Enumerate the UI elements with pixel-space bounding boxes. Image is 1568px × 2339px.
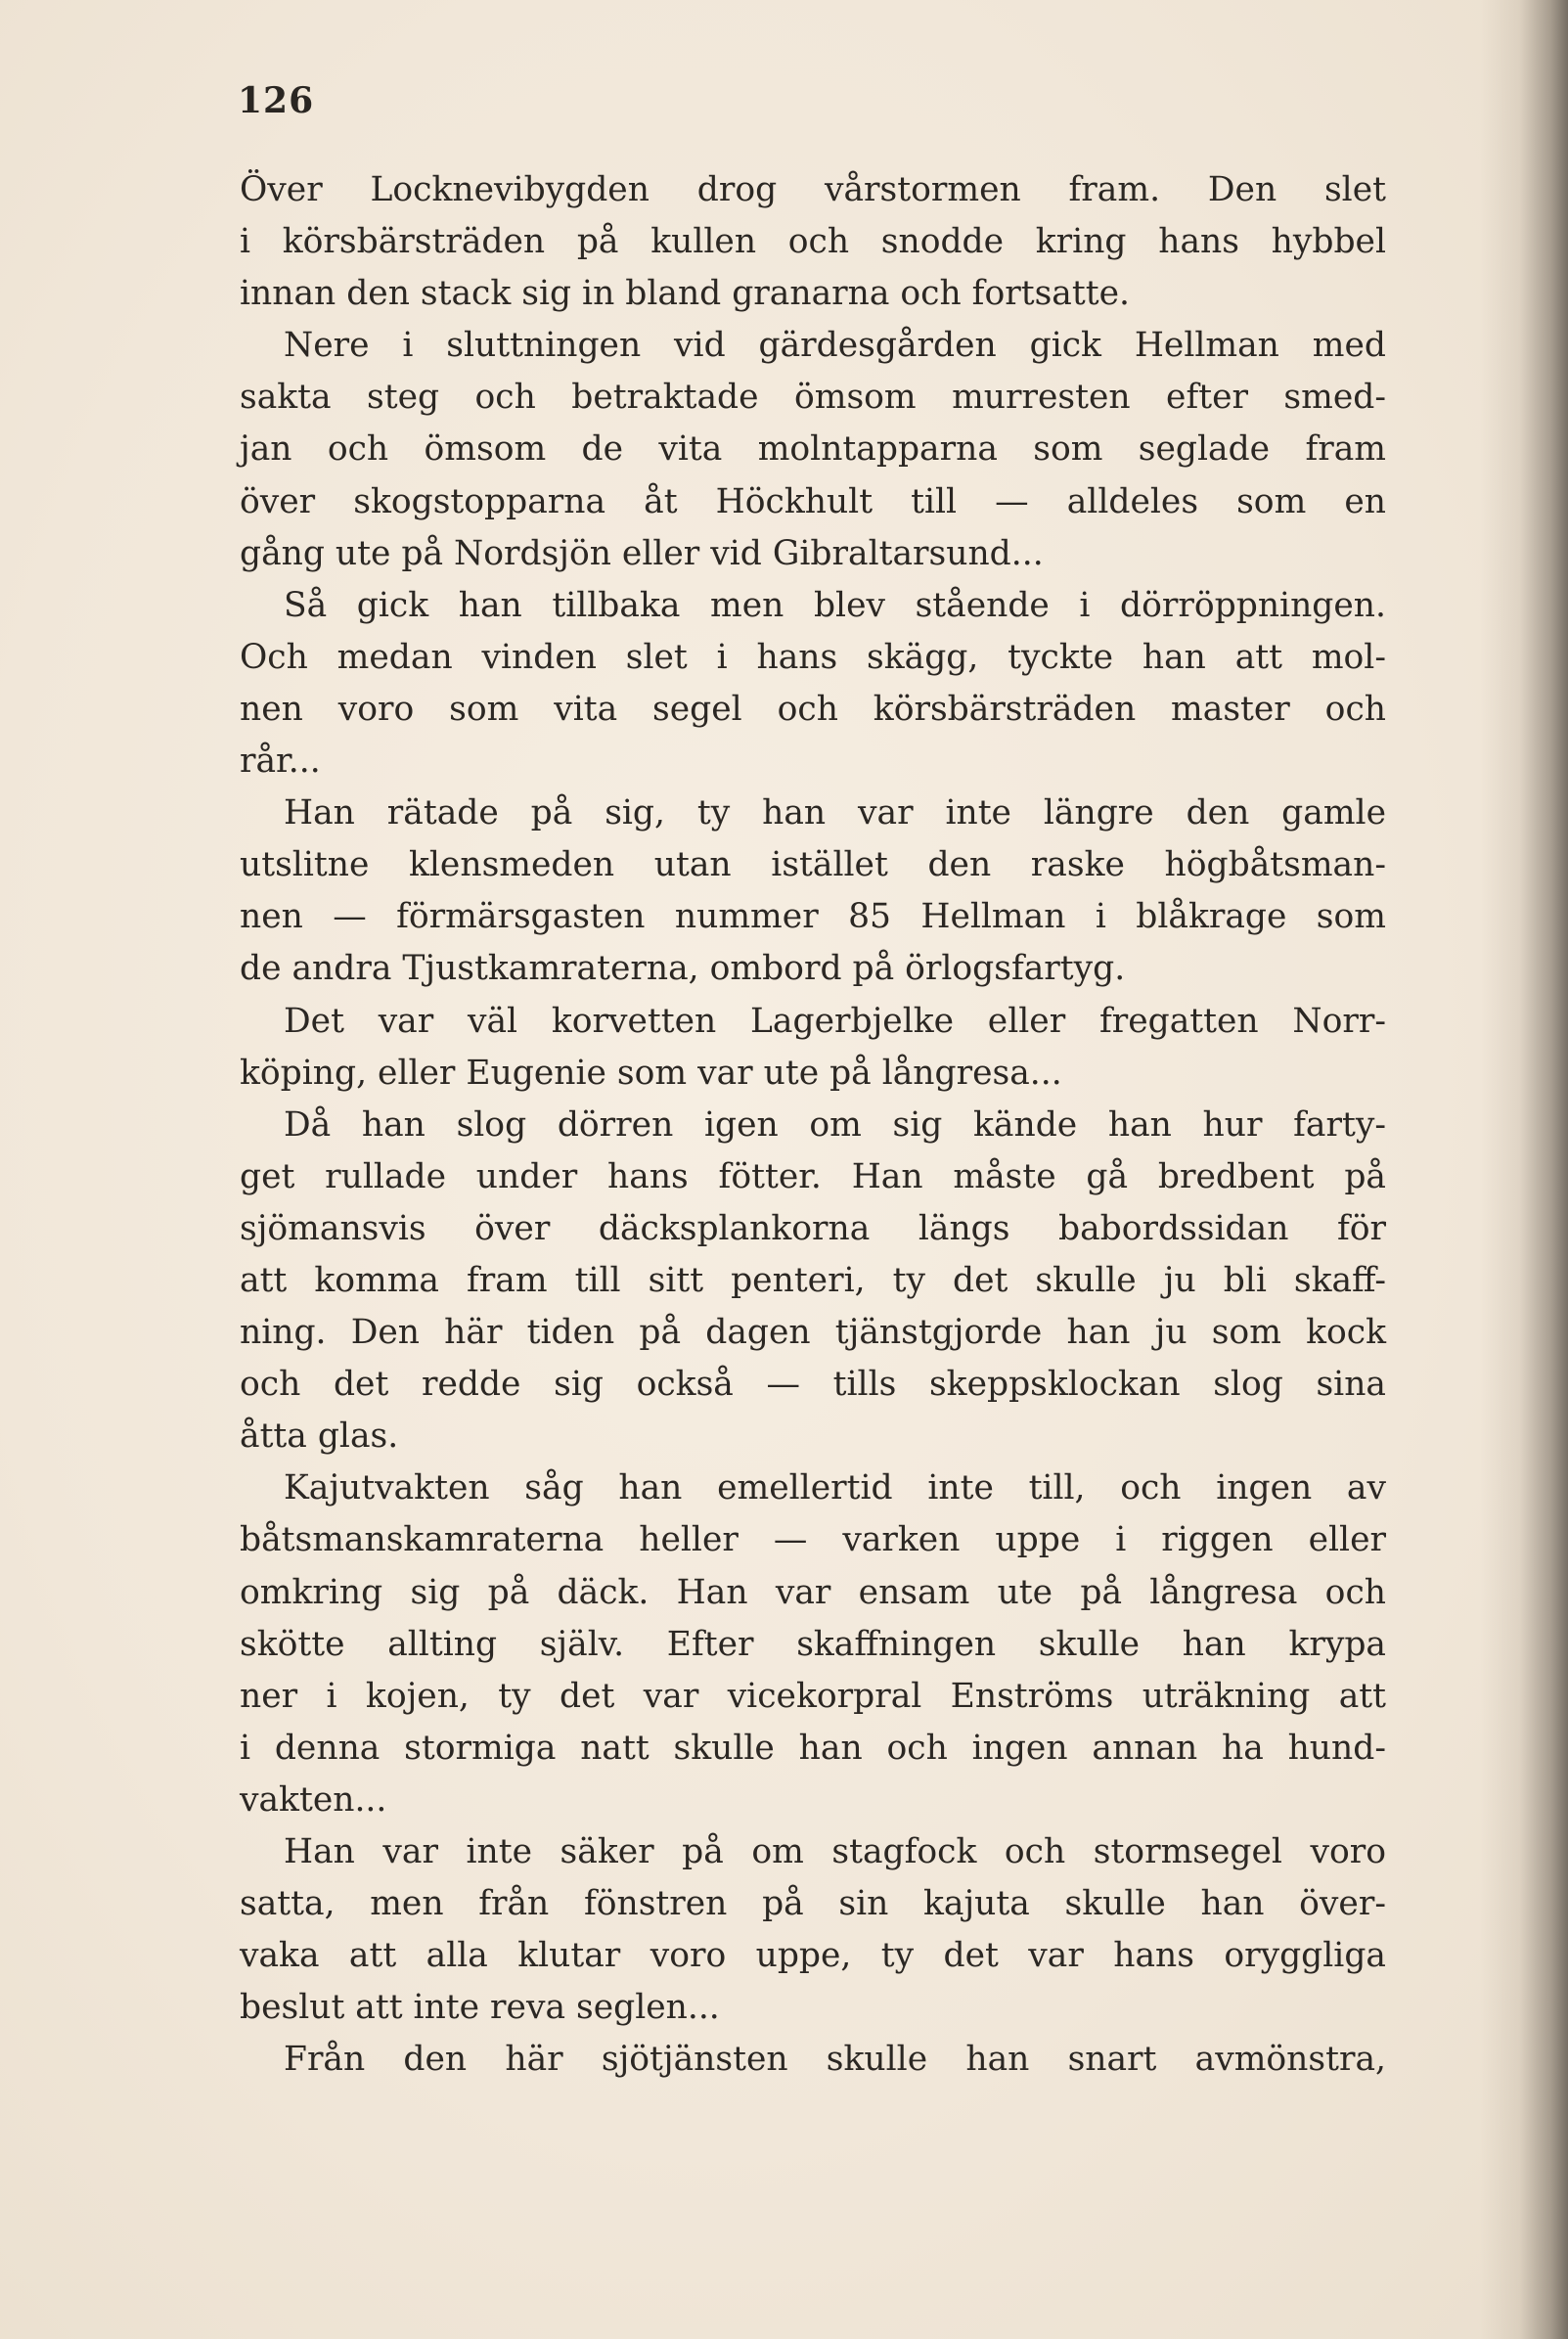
text-line: i denna stormiga natt skulle han och ingen annan ha hund-: [240, 1728, 1386, 1768]
text-line: vaka att alla klutar voro uppe, ty det var hans oryggliga: [240, 1936, 1386, 1976]
text-line: Det var väl korvetten Lagerbjelke eller fregatten Norr-: [284, 1001, 1386, 1041]
text-line: Över Locknevibygden drog vårstormen fram. Den slet: [240, 170, 1386, 209]
text-line: Och medan vinden slet i hans skägg, tyckte han att mol-: [240, 637, 1386, 677]
text-line: satta, men från fönstren på sin kajuta skulle han över-: [240, 1884, 1386, 1924]
text-line: sjömansvis över däcksplankorna längs babordssidan för: [240, 1208, 1386, 1248]
text-line: Då han slog dörren igen om sig kände han hur farty-: [284, 1104, 1386, 1145]
text-line: Nere i sluttningen vid gärdesgården gick Hellman med: [284, 326, 1386, 366]
text-line: utslitne klensmeden utan istället den raske högbåtsman-: [240, 845, 1386, 885]
text-line: nen — förmärsgasten nummer 85 Hellman i blåkrage som: [240, 897, 1386, 937]
text-line: omkring sig på däck. Han var ensam ute på långresa och: [240, 1572, 1386, 1612]
text-line: vakten...: [240, 1779, 387, 1820]
text-line: ner i kojen, ty det var vicekorpral Enströms uträkning att: [240, 1676, 1386, 1716]
text-line: över skogstopparna åt Höckhult till — alldeles som en: [240, 481, 1386, 521]
page-gutter-shadow: [1480, 0, 1568, 2339]
text-line: nen voro som vita segel och körsbärsträden master och: [240, 689, 1386, 729]
text-line: åtta glas.: [240, 1417, 399, 1457]
text-line: köping, eller Eugenie som var ute på långresa...: [240, 1053, 1062, 1093]
text-line: ning. Den här tiden på dagen tjänstgjorde han ju som kock: [240, 1313, 1386, 1353]
text-line: de andra Tjustkamraterna, ombord på örlogsfartyg.: [240, 949, 1126, 989]
text-line: och det redde sig också — tills skeppsklockan slog sina: [240, 1365, 1386, 1405]
text-line: jan och ömsom de vita molntapparna som seglade fram: [240, 429, 1386, 470]
text-line: Från den här sjötjänsten skulle han snart avmönstra,: [284, 2040, 1386, 2080]
text-line: innan den stack sig in bland granarna och fortsatte.: [240, 274, 1130, 314]
body-text: [240, 164, 1386, 2086]
text-line: gång ute på Nordsjön eller vid Gibraltarsund...: [240, 533, 1044, 573]
text-line: Kajutvakten såg han emellertid inte till, och ingen av: [284, 1468, 1386, 1508]
text-line: skötte allting själv. Efter skaffningen skulle han krypa: [240, 1624, 1386, 1664]
text-line: båtsmanskamraterna heller — varken uppe i riggen eller: [240, 1520, 1386, 1560]
page-number: 126: [238, 80, 315, 121]
text-line: Han var inte säker på om stagfock och stormsegel voro: [284, 1832, 1386, 1871]
text-line: rår...: [240, 742, 321, 782]
text-line: beslut att inte reva seglen...: [240, 1988, 720, 2028]
text-line: Han rätade på sig, ty han var inte längre den gamle: [284, 793, 1386, 833]
text-line: i körsbärsträden på kullen och snodde kring hans hybbel: [240, 222, 1386, 262]
text-line: att komma fram till sitt penteri, ty det skulle ju bli skaff-: [240, 1260, 1386, 1300]
text-line: Så gick han tillbaka men blev stående i dörröppningen.: [284, 585, 1386, 625]
text-line: get rullade under hans fötter. Han måste gå bredbent på: [240, 1156, 1386, 1196]
text-line: sakta steg och betraktade ömsom murresten efter smed-: [240, 378, 1386, 418]
